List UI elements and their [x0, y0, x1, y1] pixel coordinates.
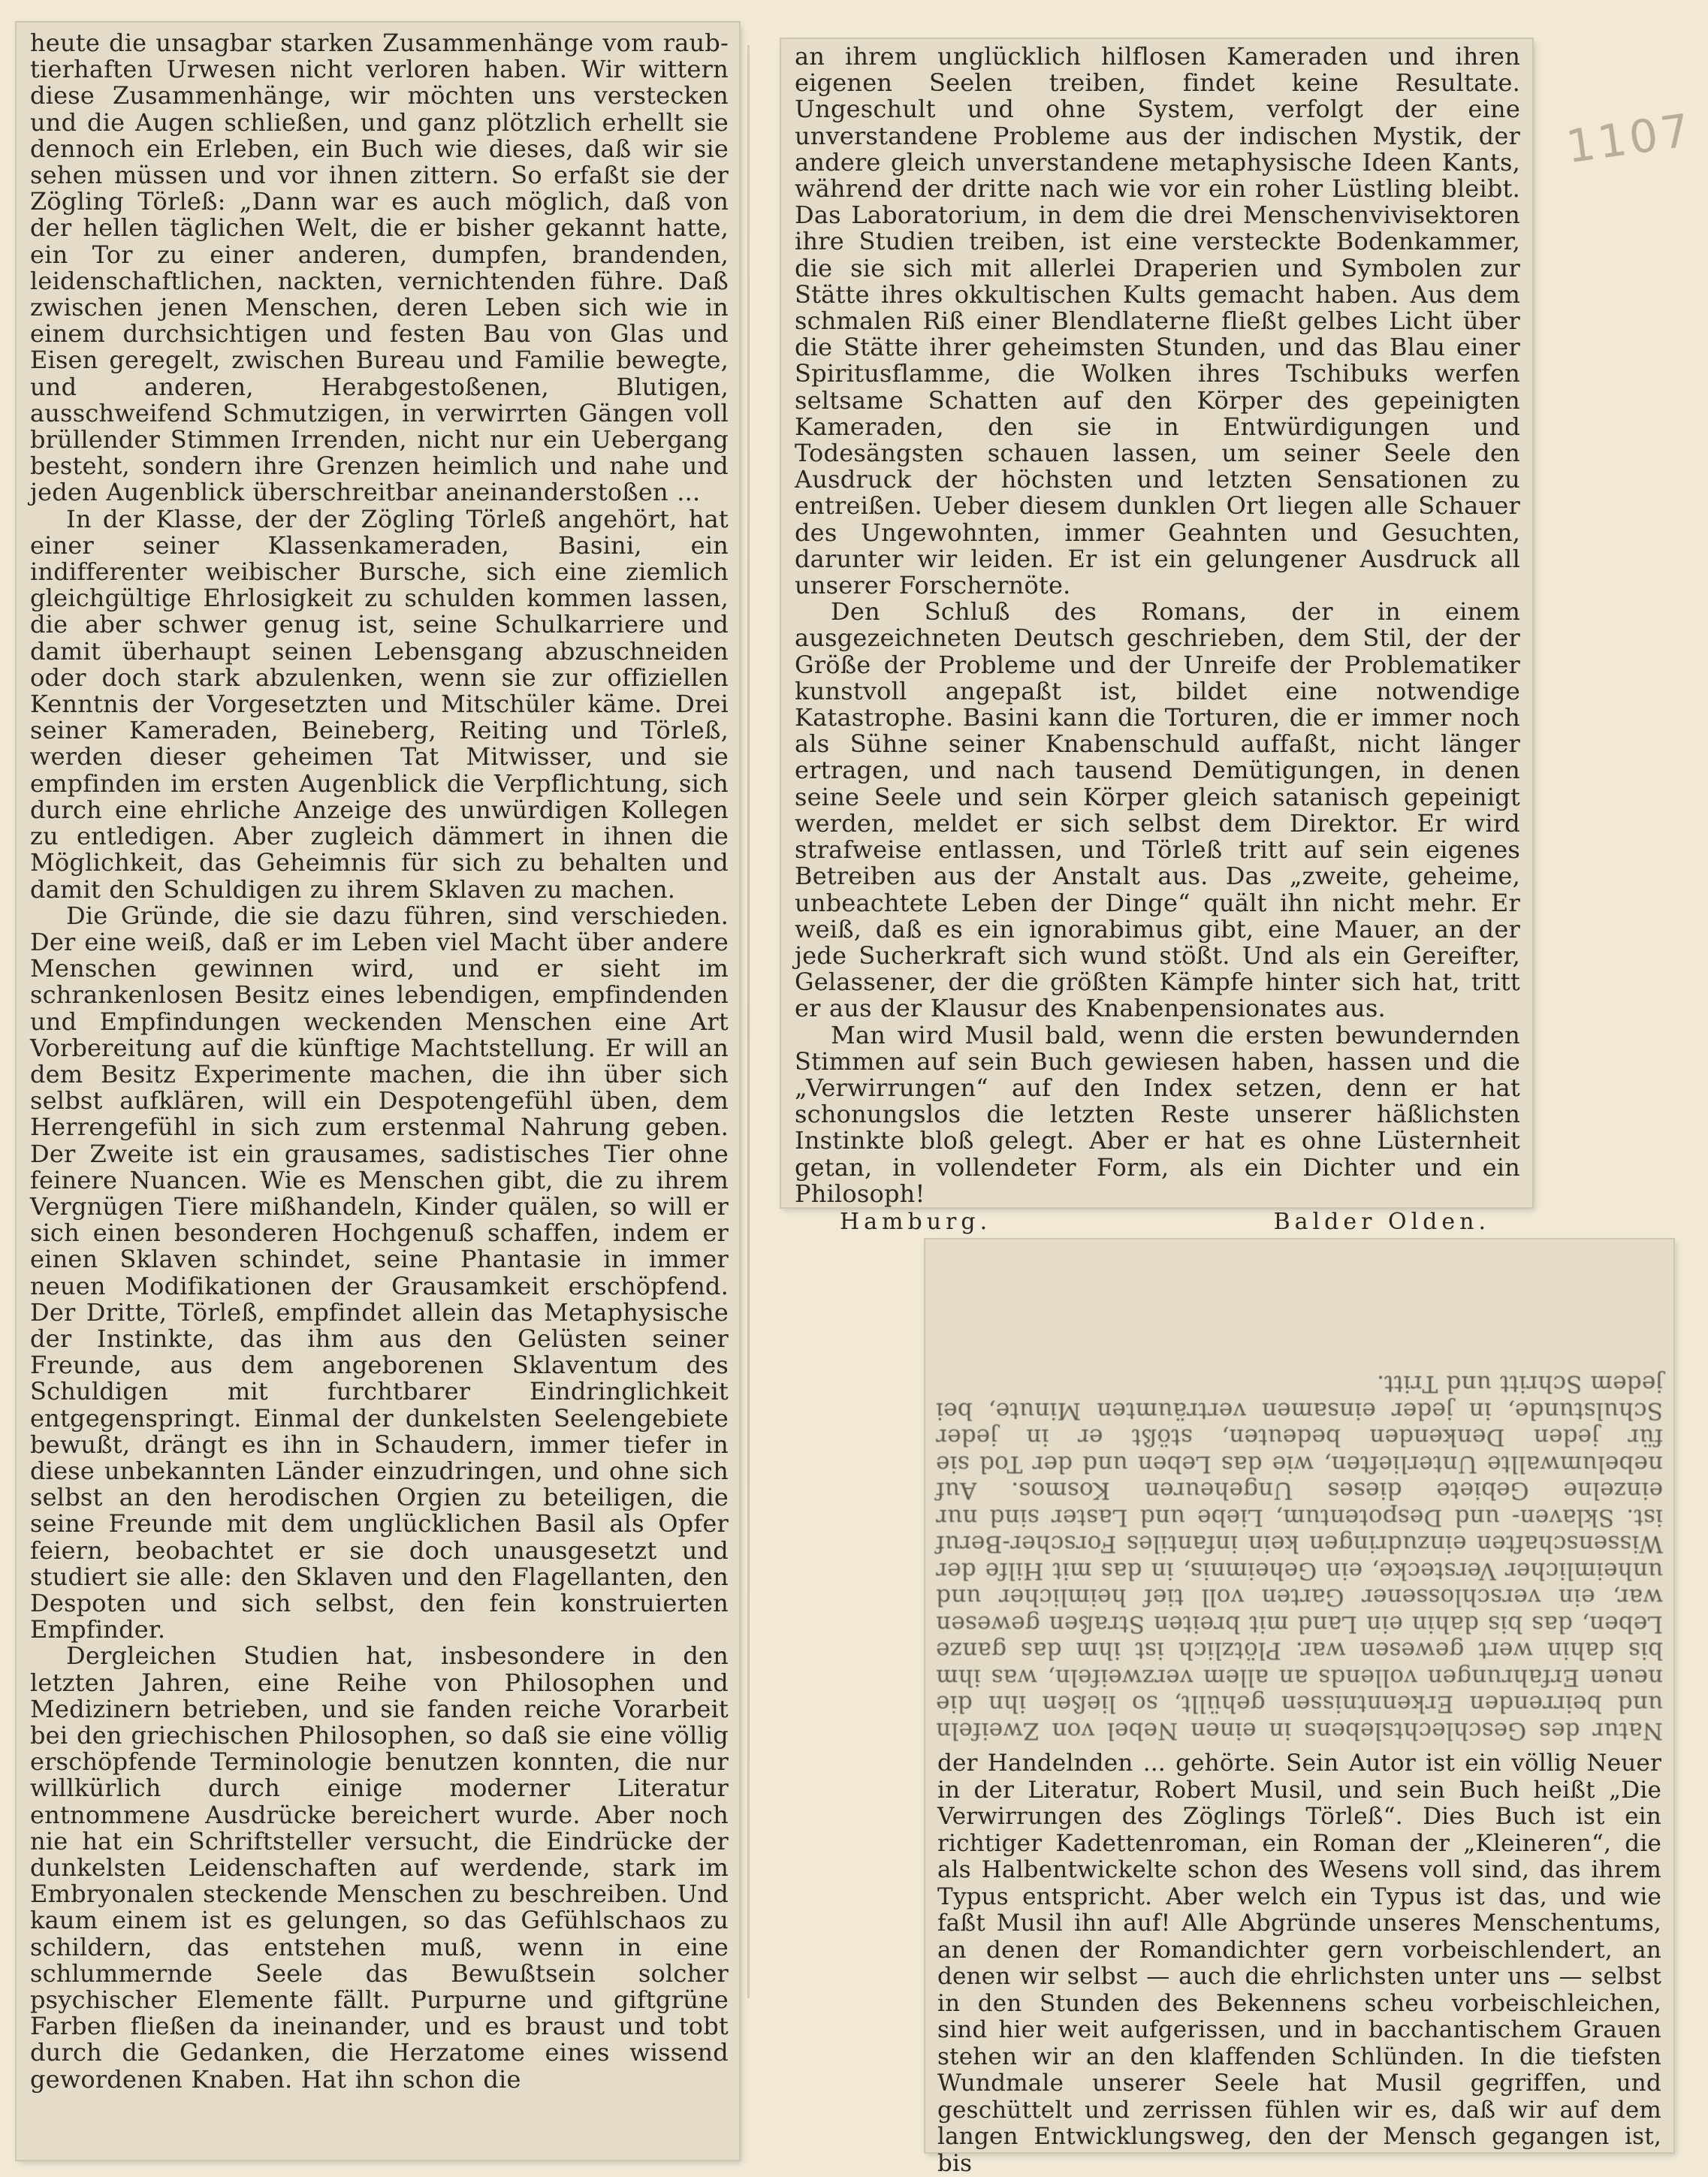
- bottom-clipping: [925, 1239, 1673, 2177]
- paragraph: heute die unsagbar starken Zusammenhänge vom raub-tierhaften Urwesen nicht verloren haben. Wir wittern diese Zusammenhänge, wir möchten uns verstecken und die Augen schließen, und ganz plötzlich erhellt sie dennoch ein Erleben, ein Buch wie dieses, daß wir sie sehen müssen und vor ihnen zittern. So erfaßt sie der Zögling Törleß: „Dann war es auch möglich, daß von der hellen täglichen Welt, die er bisher gekannt hatte, ein Tor zu einer anderen, dumpfen, brandenden, leidenschaftlichen, nackten, vernichtenden führe. Daß zwischen jenen Menschen, deren Leben sich wie in einem durchsichtigen und festen Bau von Glas und Eisen geregelt, zwischen Bureau und Familie bewegte, und anderen, Herabgestoßenen, Blutigen, ausschweifend Schmutzigen, in verwirrten Gängen voll brüllender Stimmen Irrenden, nicht nur ein Uebergang besteht, sondern ihre Grenzen heimlich und nahe und jeden Augenblick überschreitbar aneinanderstoßen ...: [30, 29, 729, 507]
- paragraph: Dergleichen Studien hat, insbesondere in den letzten Jahren, eine Reihe von Philosophen und Medizinern betrieben, und sie fanden reiche Vorarbeit bei den griechischen Philosophen, so daß sie eine völlig erschöpfende Terminologie benutzen konnten, die nur willkürlich durch einige moderner Literatur entnommene Ausdrücke bereichert wurde. Aber noch nie hat ein Schriftsteller versucht, die Eindrücke der dunkelsten Leidenschaften auf werdende, stark im Embryonalen steckende Menschen zu beschreiben. Und kaum einem ist es gelungen, so das Gefühlschaos zu schildern, das entstehen muß, wenn in eine schlummernde Seele das Bewußtsein solcher psychischer Elemente fällt. Purpurne und giftgrüne Farben fließen da ineinander, und es braust und tobt durch die Gedanken, die Herzatome eines wissend gewordenen Knaben. Hat ihn schon die: [30, 1641, 729, 2094]
- fold-line: [747, 45, 750, 1998]
- right-column-text: [781, 39, 1532, 1253]
- left-column-clipping: [17, 23, 739, 2160]
- upside-down-paragraph: Natur des Geschlechtslebens in einen Nebel von Zweifeln und beirrenden Erkenntnissen gehüllt, so ließen ihn die neuen Erfahrungen vollends an allem verzweifeln, was ihm bis dahin wert gewesen war. Plötzlich ist ihm das ganze Leben, das bis dahin ein Land mit breiten Straßen gewesen war, ein verschlossener Garten voll tief heimlicher und unheimlicher Verstecke, ein Geheimnis, in das mit Hilfe der Wissenschaften einzudringen kein infantiles Forscher-Beruf ist. Sklaven- und Despotentum, Liebe und Laster sind nur einzelne Gebiete dieses Ungeheuren Kosmos. Auf nebelumwallte Unterlieften, wie das Leben und der Tod sie für jeden Denkenden bedeuten, stößt er in jeder Schulstunde, in jeder einsamen verträumten Minute, bei jedem Schritt und Tritt.: [936, 1370, 1663, 1744]
- paragraph: an ihrem unglücklich hilflosen Kameraden und ihren eigenen Seelen treiben, findet keine Resultate. Ungeschult und ohne System, verfolgt der eine unverstandene Probleme aus der indischen Mystik, der andere gleich unverstandene metaphysische Ideen Kants, während der dritte nach wie vor ein roher Lüstling bleibt. Das Laboratorium, in dem die drei Menschenvivisektoren ihre Studien treiben, ist eine versteckte Bodenkammer, die sie sich mit allerlei Draperien und Symbolen zur Stätte ihres okkultischen Kults gemacht haben. Aus dem schmalen Riß einer Blendlaterne fließt gelbes Licht über die Stätte ihrer geheimsten Stunden, und das Blau einer Spiritusflamme, die Wolken ihres Tschibuks werfen seltsame Schatten auf den Körper des gepeinigten Kameraden, den sie in Entwürdigungen und Todesängsten schauen lassen, um seiner Seele den Ausdruck der höchsten und letzten Sensationen zu entreißen. Ueber diesem dunklen Ort liegen alle Schauer des Ungewohnten, immer Geahnten und Gesuchten, darunter wir leiden. Er ist ein gelungener Ausdruck all unserer Forschernöte.: [795, 42, 1520, 600]
- paragraph: der Handelnden ... gehörte. Sein Autor ist ein völlig Neuer in der Literatur, Robert Musil, und sein Buch heißt „Die Verwirrungen des Zöglings Törleß“. Dies Buch ist ein richtiger Kadettenroman, ein Roman der „Kleineren“, die als Halbentwickelte schon des Wesens voll sind, das ihrem Typus entspricht. Aber welch ein Typus ist das, und wie faßt Musil ihn auf! Alle Abgründe unseres Menschentums, an denen der Romandichter gern vorbeischlendert, an denen wir selbst — auch die ehrlichsten unter uns — selbst in den Stunden des Bekennens scheu vorbeischleichen, sind hier weit aufgerissen, und in bacchantischem Grauen stehen wir an den klaffenden Schlünden. In die tiefsten Wundmale unserer Seele hat Musil gegriffen, und geschüttelt und zerrissen fühlen wir es, daß wir auf dem langen Entwicklungsweg, den der Mensch gegangen ist, bis: [937, 1750, 1661, 2177]
- right-column-clipping: [781, 39, 1532, 1235]
- paragraph: Den Schluß des Romans, der in einem ausgezeichneten Deutsch geschrieben, dem Stil, der der Größe der Probleme und der Unreife der Problematiker kunstvoll angepaßt ist, bildet eine notwendige Katastrophe. Basini kann die Torturen, die er immer noch als Sühne seiner Knabenschuld auffaßt, nicht länger ertragen, und nach tausend Demütigungen, in denen seine Seele und sein Körper gleich satanisch gepeinigt werden, meldet er sich selbst dem Direktor. Er wird strafweise entlassen, und Törleß tritt auf sein eigenes Betreiben aus der Anstalt aus. Das „zweite, geheime, unbeachtete Leben der Dinge“ quält ihn nicht mehr. Er weiß, daß es ein ignorabimus gibt, eine Mauer, an der jede Sucherkraft sich wund stößt. Und als ein Gereifter, Gelassener, der die größten Kämpfe hinter sich hat, tritt er aus der Klausur des Knabenpensionates aus.: [795, 597, 1520, 1023]
- left-column-text: [17, 23, 739, 2093]
- bottom-clipping-text: [937, 1750, 1661, 2177]
- paragraph: Man wird Musil bald, wenn die ersten bewundernden Stimmen auf sein Buch gewiesen haben, hassen und die „Verwirrungen“ auf den Index setzen, denn er hat schonungslos die letzten Reste unserer häßlichsten Instinkte bloß gelegt. Aber er hat es ohne Lüsternheit getan, in vollendeter Form, als ein Dichter und ein Philosoph!: [795, 1020, 1520, 1208]
- signature-author: Balder Olden.: [1273, 1208, 1490, 1235]
- upside-down-text-block: [936, 1252, 1663, 1744]
- paragraph: Die Gründe, die sie dazu führen, sind verschieden. Der eine weiß, daß er im Leben viel Macht über andere Menschen gewinnen wird, und er sieht im schrankenlosen Besitz eines lebendigen, empfindenden und Empfindungen weckenden Menschen eine Art Vorbereitung auf die künftige Machtstellung. Er will an dem Besitz Experimente machen, die ihn über sich selbst aufklären, will ein Despotengefühl üben, dem Herrengefühl in sich zum erstenmal Nahrung geben. Der Zweite ist ein grausames, sadistisches Tier ohne feinere Nuancen. Wie es Menschen gibt, die zu ihrem Vergnügen Tiere mißhandeln, Kinder quälen, so will er sich einen besonderen Hochgenuß schaffen, indem er einen Sklaven schindet, seine Phantasie in immer neuen Modifikationen der Grausamkeit erschöpfend. Der Dritte, Törleß, empfindet allein das Metaphysische der Instinkte, das ihm aus den Gelüsten seiner Freunde, aus dem angeborenen Sklaventum des Schuldigen mit furchtbarer Eindringlichkeit entgegenspringt. Einmal der dunkelsten Seelengebiete bewußt, drängt es ihn in Schaudern, immer tiefer in diese unbekannten Länder einzudringen, und ohne sich selbst an den herodischen Orgien zu beteiligen, die seine Freunde mit dem unglücklichen Basil als Opfer feiern, beobachtet er sie doch unausgesetzt und studiert sie alle: den Sklaven und den Flagellanten, den Despoten und sich selbst, den fein konstruierten Empfinder.: [30, 901, 729, 1644]
- paragraph: In der Klasse, der der Zögling Törleß angehört, hat einer seiner Klassenkameraden, Basini, ein indifferenter weibischer Bursche, sich eine ziemlich gleichgültige Ehrlosigkeit zu schulden kommen lassen, die aber schwer genug ist, seine Schulkarriere und damit überhaupt seinen Lebensgang abzuschneiden oder doch stark abzulenken, wenn sie zur offiziellen Kenntnis der Vorgesetzten und Mitschüler käme. Drei seiner Kameraden, Beineberg, Reiting und Törleß, werden dieser geheimen Tat Mitwisser, und sie empfinden im ersten Augenblick die Verpflichtung, sich durch eine ehrliche Anzeige des unwürdigen Kollegen zu entledigen. Aber zugleich dämmert in ihnen die Möglichkeit, das Geheimnis für sich zu behalten und damit den Schuldigen zu ihrem Sklaven zu machen.: [30, 504, 729, 904]
- signature-place: Hamburg.: [840, 1208, 992, 1235]
- signature-line: [795, 1207, 1520, 1235]
- archive-number-mark: 1107: [1562, 104, 1696, 174]
